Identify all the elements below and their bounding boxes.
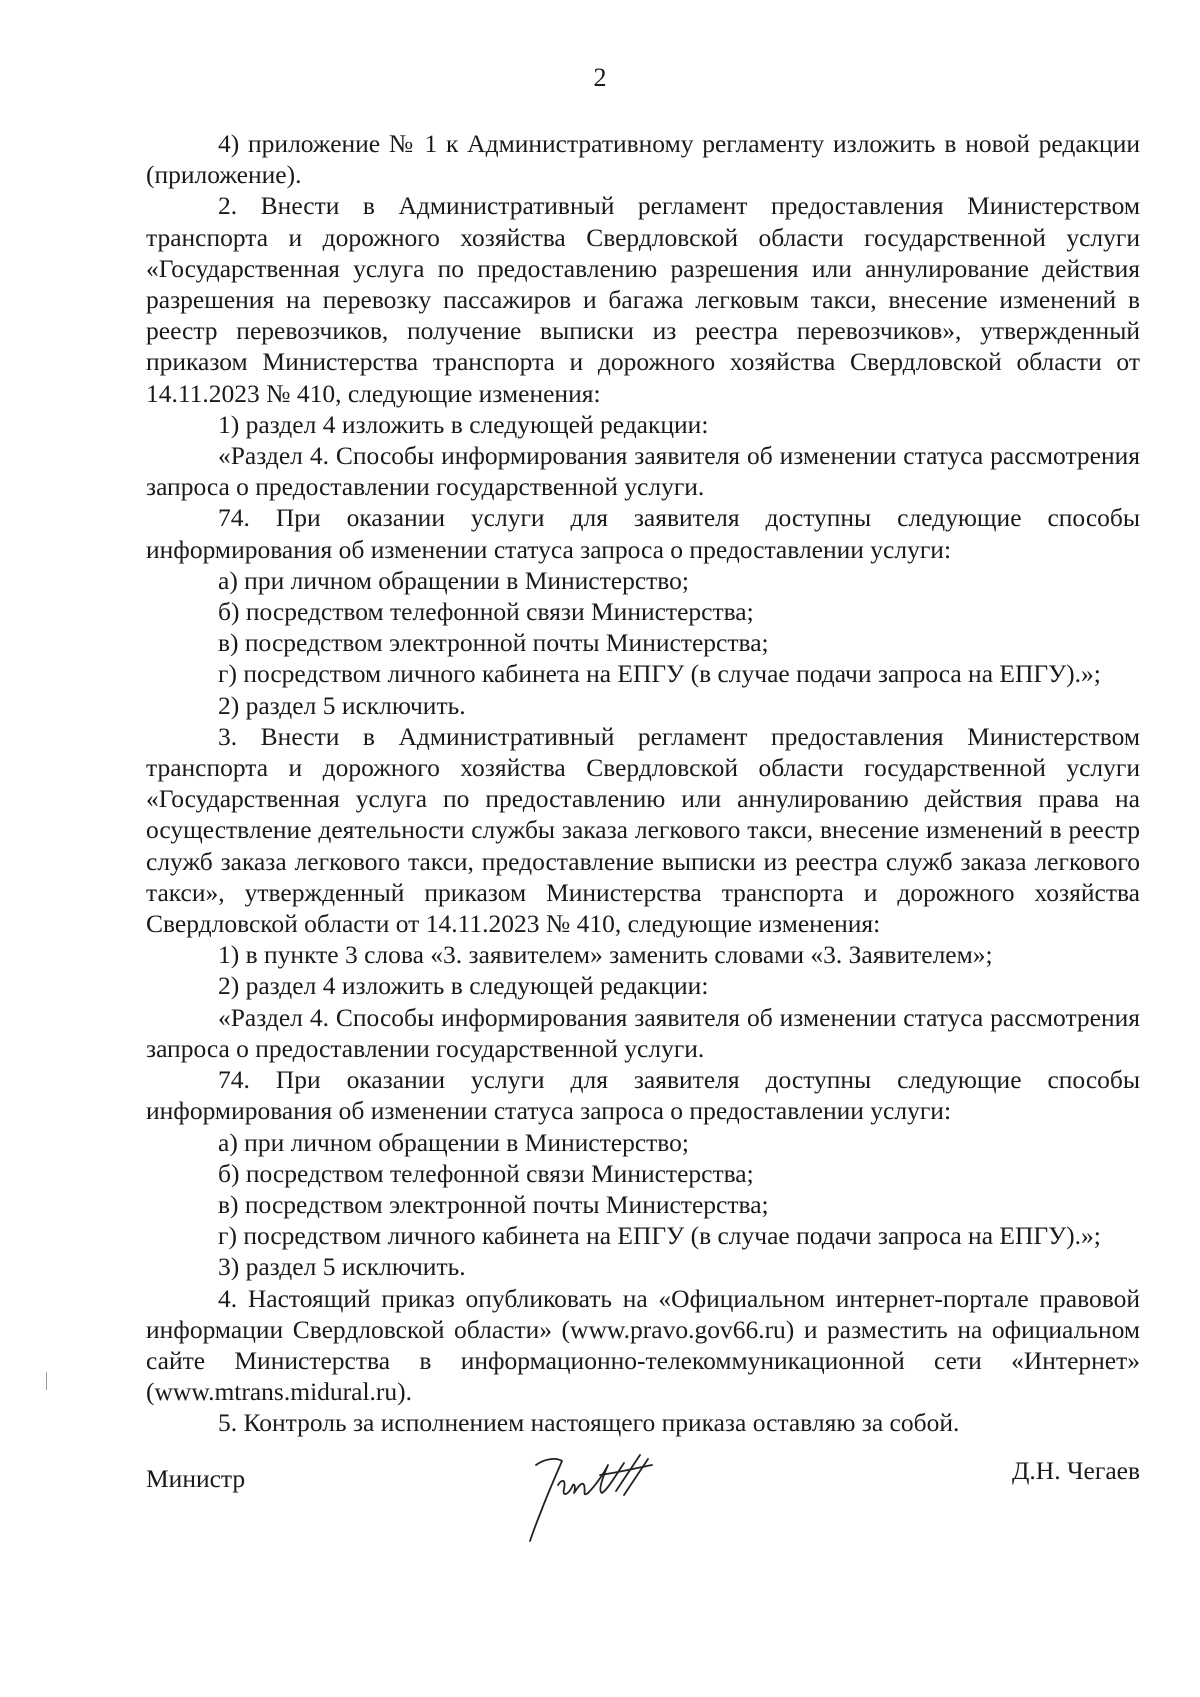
paragraph-item-3-sub-3: 3) раздел 5 исключить.: [218, 1252, 466, 1282]
paragraph-appendix-item-4: 4) приложение № 1 к Административному регламенту изложить в новой редакции (приложение).: [146, 129, 1140, 190]
paragraph-item-2-intro: 2. Внести в Административный регламент предоставления Министерством транспорта и дорожного хозяйства Свердловской области государственной услуги «Государственная услуга по предоставлению разрешения или аннулирование действия разрешения на перевозку пассажиров и багажа легковым такси, внесение изменений в реестр перевозчиков, получение выписки из реестра перевозчиков», утвержденный приказом Министерства транспорта и дорожного хозяйства Свердловской области от 14.11.2023 № 410, следующие изменения:: [146, 191, 1140, 408]
margin-mark: [46, 1372, 47, 1390]
signatory-name: Д.Н. Чегаев: [1012, 1456, 1140, 1485]
paragraph-item-2-method-b: б) посредством телефонной связи Министерства;: [218, 597, 754, 627]
paragraph-item-3-sub-1: 1) в пункте 3 слова «3. заявителем» заменить словами «3. Заявителем»;: [218, 940, 993, 970]
paragraph-item-2-sub-1: 1) раздел 4 изложить в следующей редакции:: [218, 409, 709, 439]
paragraph-item-3-section-4-title: «Раздел 4. Способы информирования заявителя об изменении статуса рассмотрения запроса о предоставлении государственной услуги.: [146, 1002, 1140, 1063]
paragraph-item-4-publication: 4. Настоящий приказ опубликовать на «Официальном интернет-портале правовой информации Свердловской области» (www.pravo.gov66.ru) и разместить на официальном сайте Министерства в информационно-телекоммуникационной сети «Интернет» (www.mtrans.midural.ru).: [146, 1283, 1140, 1407]
paragraph-item-3-sub-2: 2) раздел 4 изложить в следующей редакции:: [218, 971, 709, 1001]
paragraph-item-3-intro: 3. Внести в Административный регламент предоставления Министерством транспорта и дорожного хозяйства Свердловской области государственной услуги «Государственная услуга по предоставлению или аннулированию действия права на осуществление деятельности службы заказа легкового такси, внесение изменений в реестр служб заказа легкового такси, предоставление выписки из реестра служб заказа легкового такси», утвержденный приказом Министерства транспорта и дорожного хозяйства Свердловской области от 14.11.2023 № 410, следующие изменения:: [146, 721, 1140, 939]
paragraph-item-2-section-4-title: «Раздел 4. Способы информирования заявителя об изменении статуса рассмотрения запроса о предоставлении государственной услуги.: [146, 441, 1140, 502]
paragraph-item-3-method-b: б) посредством телефонной связи Министерства;: [218, 1158, 754, 1188]
document-body: [146, 128, 1140, 1439]
paragraph-item-2-method-g: г) посредством личного кабинета на ЕПГУ (в случае подачи запроса на ЕПГУ).»;: [218, 659, 1101, 689]
signatory-title: Министр: [146, 1464, 246, 1493]
handwritten-signature: [516, 1445, 676, 1545]
paragraph-item-5-control: 5. Контроль за исполнением настоящего приказа оставляю за собой.: [218, 1408, 960, 1438]
paragraph-item-3-method-v: в) посредством электронной почты Министерства;: [218, 1189, 769, 1219]
paragraph-item-2-sub-2: 2) раздел 5 исключить.: [218, 690, 466, 720]
paragraph-item-3-method-a: а) при личном обращении в Министерство;: [218, 1127, 690, 1157]
paragraph-item-2-method-a: а) при личном обращении в Министерство;: [218, 565, 690, 595]
signature-block: [146, 1455, 1140, 1565]
paragraph-item-2-method-v: в) посредством электронной почты Министерства;: [218, 628, 769, 658]
paragraph-item-2-clause-74: 74. При оказании услуги для заявителя доступны следующие способы информирования об изменении статуса запроса о предоставлении услуги:: [146, 503, 1140, 564]
page-number: 2: [593, 63, 607, 92]
paragraph-item-3-method-g: г) посредством личного кабинета на ЕПГУ (в случае подачи запроса на ЕПГУ).»;: [218, 1221, 1101, 1251]
paragraph-item-3-clause-74: 74. При оказании услуги для заявителя доступны следующие способы информирования об изменении статуса запроса о предоставлении услуги:: [146, 1065, 1140, 1126]
